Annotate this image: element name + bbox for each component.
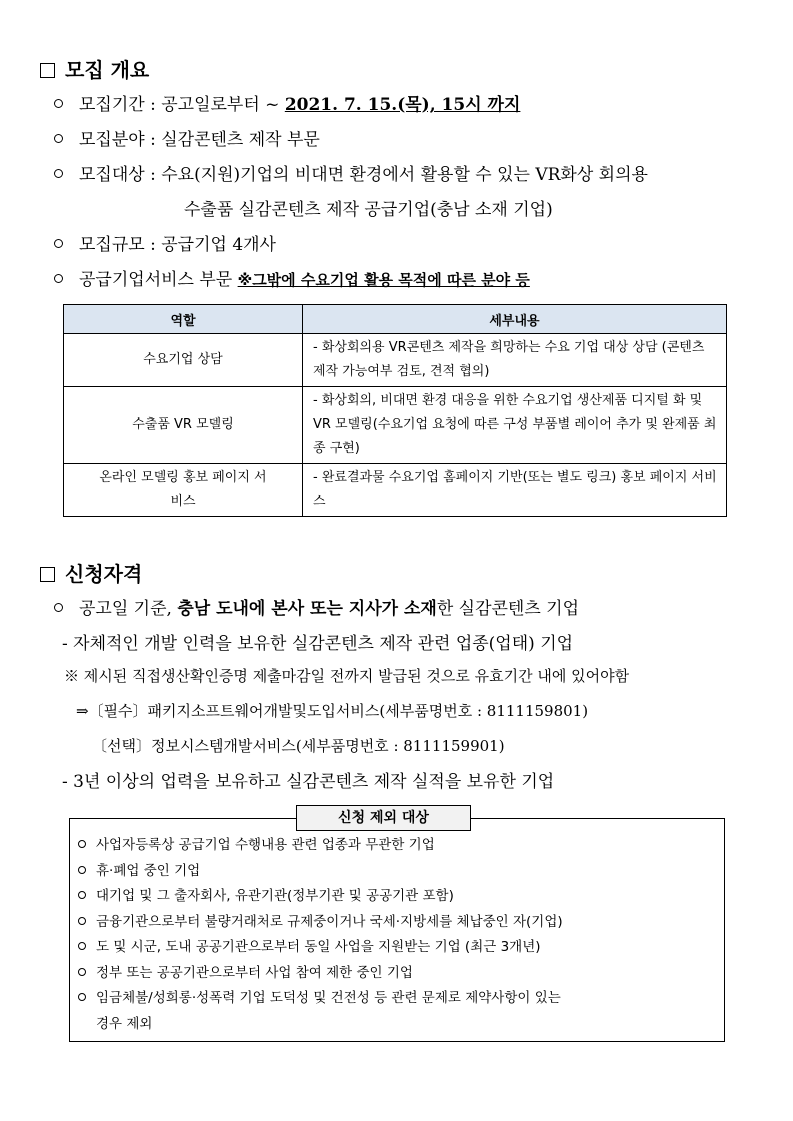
circle-bullet-icon [54, 134, 63, 143]
recruit-target: 모집대상 : 수요(지원)기업의 비대면 환경에서 활용할 수 있는 VR화상 회의용 [54, 160, 648, 185]
circle-bullet-icon [78, 840, 86, 848]
circle-bullet-icon [54, 239, 63, 248]
service-note: ※그밖에 수요기업 활용 목적에 따른 분야 등 [237, 271, 530, 289]
square-bullet-icon [40, 63, 55, 78]
recruit-field: 모집분야 : 실감콘텐츠 제작 부문 [54, 125, 320, 150]
exclusion-title: 신청 제외 대상 [296, 805, 471, 831]
table-row [64, 387, 727, 464]
circle-bullet-icon [78, 968, 86, 976]
table-row [64, 334, 727, 387]
detail-cell: - 화상회의, 비대면 환경 대응을 위한 수요기업 생산제품 디지털 화 및 VR 모델링(수요기업 요청에 따른 구성 부품별 레이어 추가 및 완제품 최종 구현) [303, 387, 727, 464]
list-item: 휴·폐업 중인 기업 [78, 859, 724, 885]
detail-cell: - 화상회의용 VR콘텐츠 제작을 희망하는 수요 기업 대상 상담 (콘텐츠 제작 가능여부 검토, 견적 협의) [303, 334, 727, 387]
role-cell: 수요기업 상담 [64, 334, 303, 387]
circle-bullet-icon [54, 99, 63, 108]
list-item: 대기업 및 그 출자회사, 유관기관(정부기관 및 공공기관 포함) [78, 884, 724, 910]
table-row [64, 464, 727, 517]
eligibility-dev-staff: - 자체적인 개발 인력을 보유한 실감콘텐츠 제작 관련 업종(업태) 기업 [62, 634, 574, 654]
list-item: 정부 또는 공공기관으로부터 사업 참여 제한 중인 기업 [78, 961, 724, 987]
list-item: 금융기관으로부터 불량거래처로 규제중이거나 국세·지방세를 체납중인 자(기업) [78, 910, 724, 936]
eligibility-history: - 3년 이상의 업력을 보유하고 실감콘텐츠 제작 실적을 보유한 기업 [62, 772, 555, 792]
role-cell: 수출품 VR 모델링 [64, 387, 303, 464]
service-table [63, 304, 727, 517]
circle-bullet-icon [54, 603, 63, 612]
optional-service-code: 〔선택〕정보시스템개발서비스(세부품명번호 : 8111159901) [92, 737, 505, 755]
circle-bullet-icon [78, 917, 86, 925]
section-heading-eligibility: 신청자격 [40, 558, 142, 587]
list-item: 사업자등록상 공급기업 수행내용 관련 업종과 무관한 기업 [78, 833, 724, 859]
recruit-target-cont: 수출품 실감콘텐츠 제작 공급기업(충남 소재 기업) [184, 200, 553, 220]
square-bullet-icon [40, 567, 55, 582]
list-item: 임금체불/성희롱·성폭력 기업 도덕성 및 건전성 등 관련 문제로 제약사항이 있는 [78, 986, 724, 1012]
circle-bullet-icon [78, 993, 86, 1001]
list-item: 경우 제외 [96, 1015, 153, 1032]
recruit-period: 모집기간 : 공고일로부터 ~ 2021. 7. 15.(목), 15시 까지 [54, 90, 520, 115]
service-category: 공급기업서비스 부문 ※그밖에 수요기업 활용 목적에 따른 분야 등 [54, 265, 530, 290]
circle-bullet-icon [54, 274, 63, 283]
list-item: 도 및 시군, 도내 공공기관으로부터 동일 사업을 지원받는 기업 (최근 3개년) [78, 935, 724, 961]
section-heading-overview: 모집 개요 [40, 54, 149, 83]
required-service-code: ⇒〔필수〕패키지소프트웨어개발및도입서비스(세부품명번호 : 8111159801) [76, 702, 589, 720]
circle-bullet-icon [78, 866, 86, 874]
table-header-row [64, 305, 727, 334]
header-role: 역할 [64, 305, 303, 334]
deadline-value: 2021. 7. 15.(목), 15시 까지 [284, 95, 521, 115]
recruit-scale: 모집규모 : 공급기업 4개사 [54, 230, 276, 255]
circle-bullet-icon [78, 942, 86, 950]
circle-bullet-icon [78, 891, 86, 899]
circle-bullet-icon [54, 169, 63, 178]
exclusion-box [69, 818, 725, 1042]
header-detail: 세부내용 [303, 305, 727, 334]
eligibility-certificate-note: ※ 제시된 직접생산확인증명 제출마감일 전까지 발급된 것으로 유효기간 내에 있어야함 [64, 667, 630, 685]
eligibility-main: 공고일 기준, 충남 도내에 본사 또는 지사가 소재한 실감콘텐츠 기업 [54, 594, 579, 619]
role-cell: 온라인 모델링 홍보 페이지 서비스 [64, 464, 303, 517]
detail-cell: - 완료결과물 수요기업 홈페이지 기반(또는 별도 링크) 홍보 페이지 서비스 [303, 464, 727, 517]
